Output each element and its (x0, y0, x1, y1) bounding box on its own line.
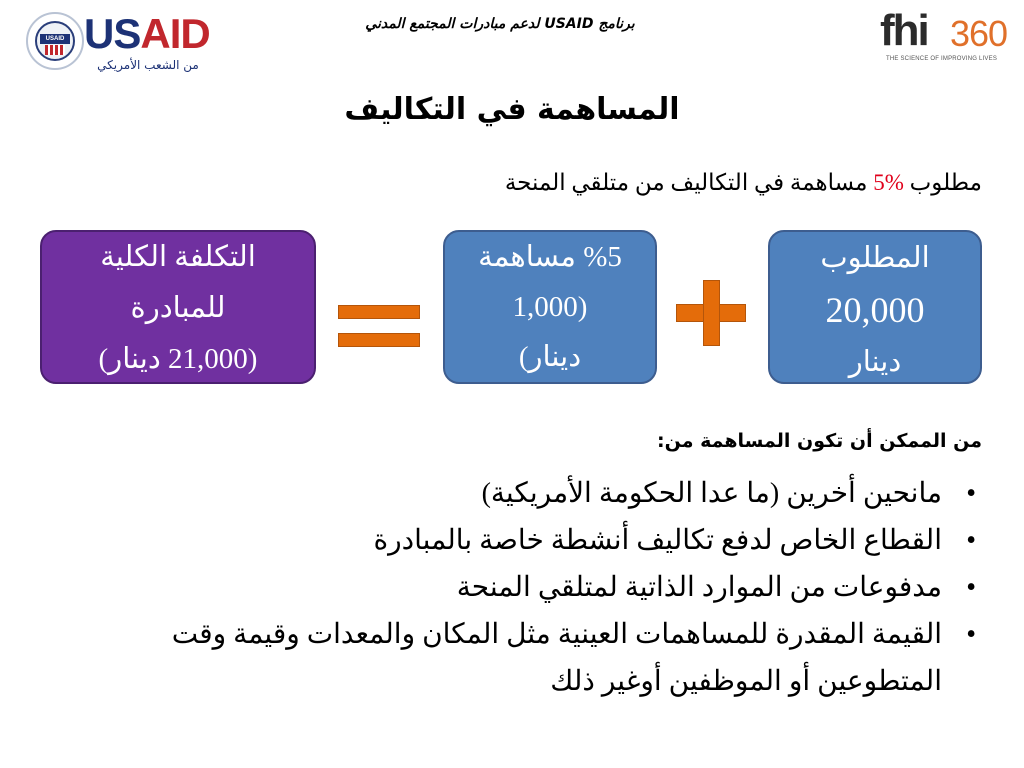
required-amount-box (768, 230, 982, 384)
sources-list (52, 470, 982, 705)
fhi-wordmark: fhi (880, 6, 928, 55)
total-label: التكلفة الكلية (100, 241, 256, 273)
contribution-box (443, 230, 657, 384)
usaid-logo (22, 8, 222, 78)
seal-label: USAID (40, 34, 70, 44)
total-amount: (21,000 دينار) (98, 343, 258, 375)
equals-operator-icon-lower (338, 333, 420, 347)
list-item: • القيمة المقدرة للمساهمات العينية مثل المكان والمعدات وقيمة وقت المتطوعين أو الموظفين أوغير ذلك (52, 611, 982, 705)
sources-heading: من الممكن أن تكون المساهمة من: (657, 430, 982, 452)
fhi-number: 360 (950, 13, 1008, 54)
list-item: • القطاع الخاص لدفع تكاليف أنشطة خاصة بالمبادرة (52, 517, 982, 564)
plus-operator-icon-vertical (703, 280, 720, 346)
requirement-prefix: مطلوب (903, 170, 982, 195)
equals-operator-icon (338, 305, 420, 319)
requirement-suffix: مساهمة في التكاليف من متلقي المنحة (504, 170, 874, 195)
usaid-word-us: US (84, 10, 141, 57)
total-cost-box (40, 230, 316, 384)
contribution-amount: (1,000 (512, 291, 588, 323)
usaid-word-aid: AID (140, 10, 210, 57)
required-currency: دينار (848, 346, 902, 378)
required-amount: 20,000 (825, 290, 925, 330)
total-subject: للمبادرة (130, 292, 226, 324)
usaid-seal-icon (26, 12, 84, 70)
requirement-percent: %5 (873, 170, 904, 195)
fhi360-logo (880, 8, 1010, 68)
list-item: • مانحين أخرين (ما عدا الحكومة الأمريكية) (52, 470, 982, 517)
usaid-wordmark (84, 10, 210, 58)
list-item: • مدفوعات من الموارد الذاتية لمتلقي المنحة (52, 564, 982, 611)
slide-title: المساهمة في التكاليف (344, 92, 680, 127)
program-title: برنامج USAID لدعم مبادرات المجتمع المدني (365, 16, 635, 32)
required-label: المطلوب (820, 242, 930, 274)
contribution-label: %5 مساهمة (478, 241, 622, 273)
contribution-currency: دينار) (518, 341, 582, 373)
usaid-tagline: من الشعب الأمريكي (97, 58, 199, 72)
fhi-tagline: THE SCIENCE OF IMPROVING LIVES (886, 56, 998, 62)
requirement-text (505, 170, 982, 196)
